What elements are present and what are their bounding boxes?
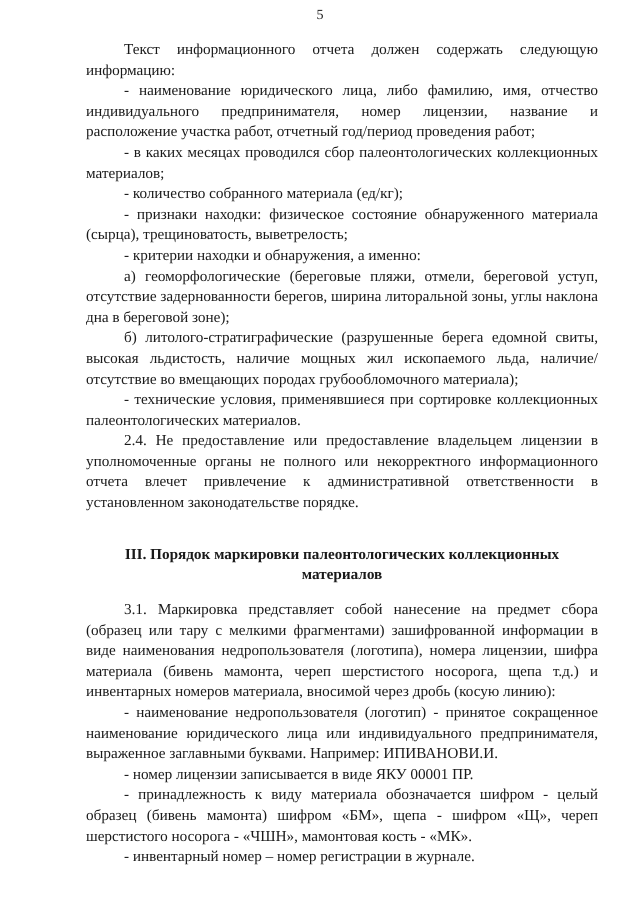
list-item-material-code: - принадлежность к виду материала обозначается шифром - целый образец (бивень мамонта) шифром «БМ», щепа - шифром «Щ», череп шерстистого носорога - «ЧШН», мамонтовая кость - «МК». — [86, 786, 598, 845]
list-item-find-signs: - признаки находки: физическое состояние обнаруженного материала (сырца), трещиноватость, выветрелость; — [86, 205, 598, 244]
list-item-find-criteria: - критерии находки и обнаружения, а именно: — [124, 246, 421, 264]
report-content-section — [86, 40, 598, 514]
intro-paragraph: Текст информационного отчета должен содержать следующую информацию: — [86, 41, 598, 79]
list-item-inventory-number: - инвентарный номер – номер регистрации в журнале. — [124, 848, 475, 866]
list-item-license-number: - номер лицензии записывается в виде ЯКУ 00001 ПР. — [124, 765, 474, 783]
list-item-entity-name: - наименование юридического лица, либо фамилию, имя, отчество индивидуального предпринимателя, номер лицензии, название и расположение участка работ, отчетный год/период проведения работ; — [86, 82, 598, 141]
list-item-material-quantity: - количество собранного материала (ед/кг); — [124, 185, 404, 203]
marking-section — [86, 600, 598, 868]
clause-3-1: 3.1. Маркировка представляет собой нанесение на предмет сбора (образец или тару с мелкими фрагментами) зашифрованной информации в виде наименования недропользователя (логотипа), номера лицензии, шифра материала (бивень мамонта, череп шерстистого носорога, щепа т.д.) и инвентарных номеров материала, вносимой через дробь (косую линию): — [86, 601, 598, 701]
section-heading: III. Порядок маркировки палеонтологических коллекционных материалов — [124, 546, 560, 583]
criteria-lithostratigraphic: б) литолого-стратиграфические (разрушенные берега едомной свиты, высокая льдистость, наличие мощных жил ископаемого льда, наличие/отсутствие во вмещающих породах грубообломочного материала); — [86, 329, 598, 388]
list-item-user-name: - наименование недропользователя (логотип) - принятое сокращенное наименование юридического лица или индивидуального предпринимателя, выраженное заглавными буквами. Например: ИПИВАНОВИ.И. — [86, 703, 598, 763]
clause-2-4: 2.4. Не предоставление или предоставление владельцем лицензии в уполномоченные органы не полного или некорректного информационного отчета влечет привлечение к административной ответственности в установленном законодательстве порядке. — [86, 432, 598, 512]
list-item-collection-months: - в каких месяцах проводился сбор палеонтологических коллекционных материалов; — [86, 143, 598, 182]
criteria-geomorphological: а) геоморфологические (береговые пляжи, отмели, береговой уступ, отсутствие задернованности берегов, ширина литоральной зоны, углы наклона дна в береговой зоне); — [86, 267, 598, 326]
list-item-technical-conditions: - технические условия, применявшиеся при сортировке коллекционных палеонтологических материалов. — [86, 391, 598, 429]
page-number: 5 — [316, 8, 324, 23]
